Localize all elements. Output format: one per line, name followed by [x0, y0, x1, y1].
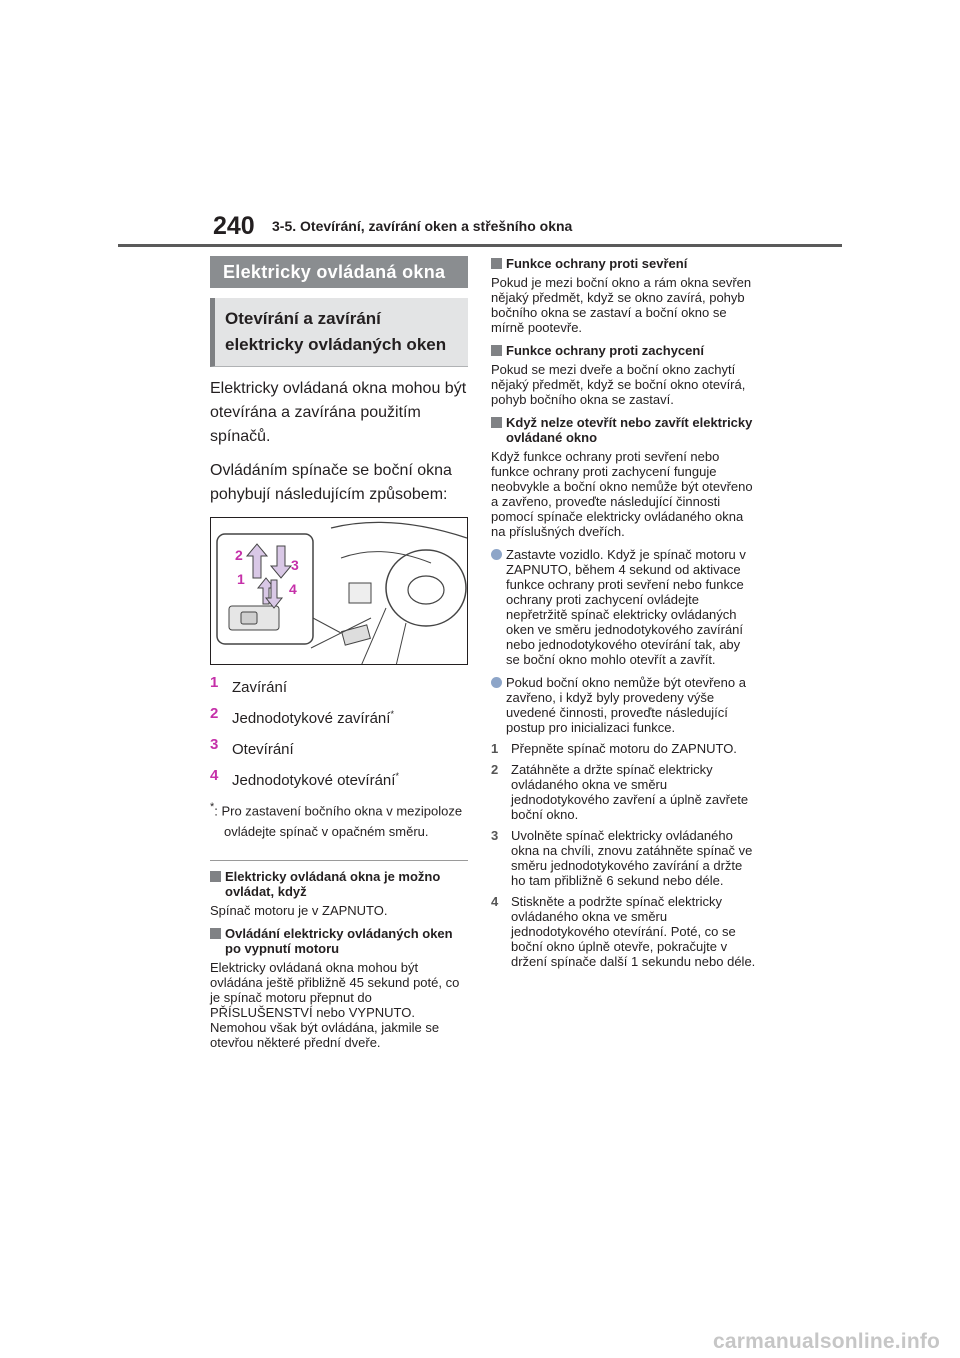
figure-label-3: 3 — [291, 557, 299, 573]
circle-bullet-icon — [491, 549, 502, 560]
footnote: *: Pro zastavení bočního okna v mezipoloze ovládejte spínač v opačném směru. — [210, 801, 463, 840]
divider — [210, 860, 468, 861]
square-bullet-icon — [491, 345, 502, 356]
block-text: Pokud je mezi boční okno a rám okna sevřen nějaký předmět, když se okno zavírá, pohyb bočního okna se zastaví a boční okno se mírně pootevře. — [491, 275, 752, 335]
page-number: 240 — [213, 212, 255, 240]
section-title: Elektricky ovládaná okna — [210, 256, 468, 288]
square-bullet-icon — [491, 258, 502, 269]
square-bullet-icon — [210, 871, 221, 882]
list-item: 3 Otevírání — [210, 736, 294, 758]
square-bullet-icon — [210, 928, 221, 939]
window-switch-drawing — [211, 518, 468, 665]
running-head: 3-5. Otevírání, zavírání oken a střešního okna — [272, 218, 573, 234]
figure-label-1: 1 — [237, 571, 245, 587]
step-item: 1 Přepněte spínač motoru do ZAPNUTO. — [491, 741, 737, 756]
block-text: Spínač motoru je v ZAPNUTO. — [210, 903, 388, 919]
header-rule — [118, 244, 842, 247]
operation-list — [210, 673, 468, 791]
intro-paragraph-2: Ovládáním spínače se boční okna pohybují následujícím způsobem: — [210, 462, 452, 503]
square-bullet-icon — [491, 417, 502, 428]
step-item: 2 Zatáhněte a držte spínač elektricky ovládaného okna ve směru jednodotykového zavření a úplně zavřete boční okno. — [491, 762, 749, 822]
block-heading: Funkce ochrany proti zachycení — [491, 343, 757, 358]
block-heading: Ovládání elektricky ovládaných oken po vypnutí motoru — [210, 926, 468, 956]
bullet-item: Zastavte vozidlo. Když je spínač motoru v ZAPNUTO, během 4 sekund od aktivace funkce ochrany proti sevření nebo funkce ochrany proti zachycení ovládejte nepřetržitě spínač elektricky ovládaných oken ve směru jednodotykového zavírání nebo jednodotykového otevírání tak, aby se boční okno mohlo otevřít a zavřít. — [491, 547, 757, 667]
list-item: 1 Zavírání — [210, 674, 288, 696]
intro-paragraph-1: Elektricky ovládaná okna mohou být otevírána a zavírána použitím spínačů. — [210, 380, 467, 445]
block-text: Pokud se mezi dveře a boční okno zachytí nějaký předmět, když se boční okno otevírá, pohyb bočního okna se zastaví. — [491, 362, 746, 407]
list-item: 4 Jednodotykové otevírání* — [210, 767, 399, 789]
block-heading: Když nelze otevřít nebo zavřít elektricky ovládané okno — [491, 415, 757, 445]
circle-bullet-icon — [491, 677, 502, 688]
block-heading: Funkce ochrany proti sevření — [491, 256, 757, 271]
figure-label-4: 4 — [289, 581, 297, 597]
step-item: 3 Uvolněte spínač elektricky ovládaného okna na chvíli, znovu zatáhněte spínač ve směru jednodotykového zavírání a držte ho tam přibližně 6 sekund nebo déle. — [491, 828, 753, 888]
left-column — [210, 256, 468, 1050]
block-heading: Elektricky ovládaná okna je možno ovládat, když — [210, 869, 468, 899]
watermark: carmanualsonline.info — [713, 1330, 941, 1353]
block-text: Elektricky ovládaná okna mohou být ovládána ještě přibližně 45 sekund poté, co je spínač motoru přepnut do PŘÍSLUŠENSTVÍ nebo VYPNUTO. Nemohou však být ovládána, jakmile se otevřou některé přední dveře. — [210, 960, 460, 1051]
window-switch-illustration — [210, 517, 468, 665]
bullet-item: Pokud boční okno nemůže být otevřeno a zavřeno, i když byly provedeny výše uvedené činnosti, proveďte následující postup pro inicializaci funkce. — [491, 675, 757, 735]
right-column — [491, 256, 757, 969]
figure-label-2: 2 — [235, 547, 243, 563]
subsection-title: Otevírání a zavírání elektricky ovládaných oken — [210, 298, 468, 367]
block-text: Když funkce ochrany proti sevření nebo funkce ochrany proti zachycení funguje neobvykle a boční okno nemůže být otevřeno a zavřeno, proveďte následující činnosti pomocí spínače elektricky ovládaného okna na příslušných dveřích. — [491, 449, 753, 539]
step-item: 4 Stiskněte a podržte spínač elektricky ovládaného okna ve směru jednodotykového otevírání. Poté, co se boční okno úplně otevře, pokračujte v držení spínače další 1 sekundu nebo déle. — [491, 894, 756, 969]
list-item: 2 Jednodotykové zavírání* — [210, 705, 394, 727]
